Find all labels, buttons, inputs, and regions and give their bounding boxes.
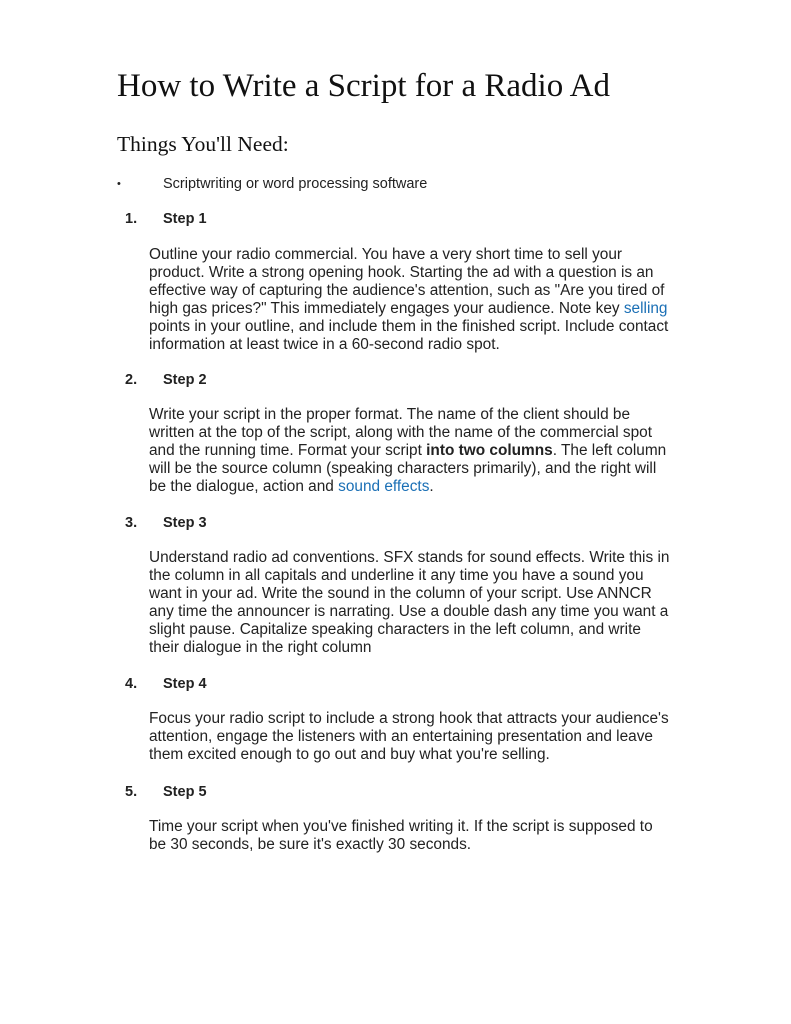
- step-3-body: [149, 549, 669, 657]
- step-text-line: any time the announcer is narrating. Use a double dash any time you want a: [149, 603, 669, 620]
- step-text-line: will be the source column (speaking characters primarily), and the right will: [149, 460, 657, 477]
- step-3-heading: [0, 513, 791, 533]
- step-text-line: product. Write a strong opening hook. Starting the ad with a question is an: [149, 264, 654, 281]
- step-title: Step 2: [163, 372, 207, 388]
- selling-link[interactable]: selling: [623, 300, 668, 317]
- step-title: Step 1: [163, 211, 207, 227]
- step-text: .: [429, 478, 434, 495]
- bullet-icon: •: [117, 178, 121, 190]
- step-title: Step 3: [163, 515, 207, 531]
- step-4-body: [149, 710, 669, 764]
- step-title: Step 5: [163, 784, 207, 800]
- step-1-body: [149, 246, 668, 354]
- step-1-heading: [0, 209, 791, 229]
- step-text-line: Time your script when you've finished writing it. If the script is supposed to: [149, 818, 653, 835]
- step-text-line: information at least twice in a 60-second radio spot.: [149, 336, 500, 353]
- step-text-line: Outline your radio commercial. You have a very short time to sell your: [149, 246, 623, 263]
- step-number: 5.: [125, 784, 138, 800]
- step-text: high gas prices?" This immediately engages your audience. Note key: [149, 300, 624, 317]
- step-text-line: want in your ad. Write the sound in the column of your script. Use ANNCR: [149, 585, 652, 602]
- step-text-line: [149, 442, 666, 460]
- step-text-line: written at the top of the script, along with the name of the commercial spot: [149, 424, 653, 441]
- page-title: How to Write a Script for a Radio Ad: [117, 68, 610, 104]
- step-text-line: their dialogue in the right column: [149, 639, 372, 656]
- step-text-line: the column in all capitals and underline it any time you have a sound you: [149, 567, 644, 584]
- step-2-heading: [0, 370, 791, 390]
- step-number: 2.: [125, 372, 138, 388]
- step-title: Step 4: [163, 676, 207, 692]
- step-4-heading: [0, 674, 791, 694]
- step-5-body: [149, 818, 653, 854]
- step-text-line: Understand radio ad conventions. SFX stands for sound effects. Write this in: [149, 549, 670, 566]
- step-text: . The left column: [552, 442, 667, 459]
- needs-item-text: Scriptwriting or word processing software: [163, 176, 428, 192]
- step-text-line: be 30 seconds, be sure it's exactly 30 seconds.: [149, 836, 472, 853]
- step-text-line: attention, engage the listeners with an entertaining presentation and leave: [149, 728, 653, 745]
- sound-effects-link[interactable]: sound effects: [338, 478, 430, 495]
- step-number: 3.: [125, 515, 138, 531]
- bold-text: into two columns: [426, 442, 553, 459]
- step-number: 4.: [125, 676, 138, 692]
- step-text-line: slight pause. Capitalize speaking characters in the left column, and write: [149, 621, 641, 638]
- step-text: and the running time. Format your script: [149, 442, 427, 459]
- step-text-line: Focus your radio script to include a strong hook that attracts your audience's: [149, 710, 669, 727]
- step-text-line: [149, 478, 666, 496]
- needs-list-item: [0, 174, 791, 194]
- step-text-line: points in your outline, and include them in the finished script. Include contact: [149, 318, 669, 335]
- step-text-line: Write your script in the proper format. The name of the client should be: [149, 406, 631, 423]
- step-number: 1.: [125, 211, 138, 227]
- step-text-line: [149, 300, 668, 318]
- step-text-line: effective way of capturing the audience's attention, such as "Are you tired of: [149, 282, 665, 299]
- step-5-heading: [0, 782, 791, 802]
- step-2-body: [149, 406, 666, 496]
- things-needed-heading: Things You'll Need:: [117, 132, 289, 156]
- step-text: be the dialogue, action and: [149, 478, 339, 495]
- step-text-line: them excited enough to go out and buy what you're selling.: [149, 746, 550, 763]
